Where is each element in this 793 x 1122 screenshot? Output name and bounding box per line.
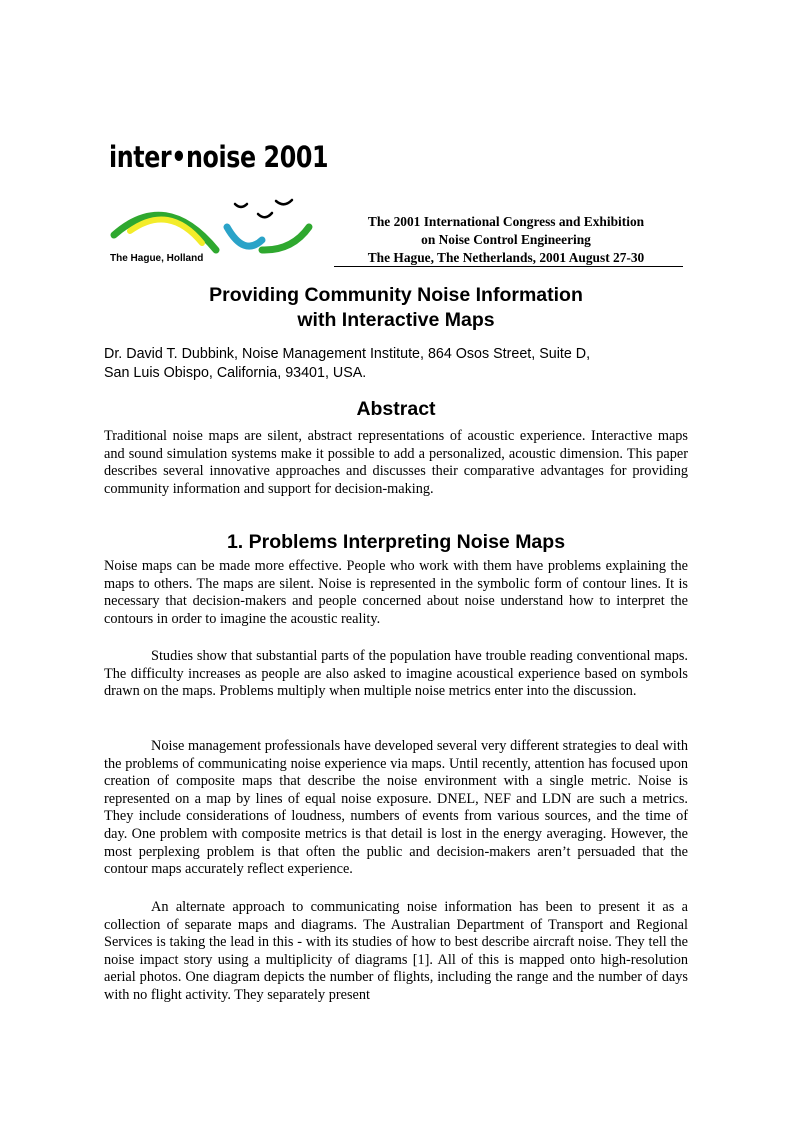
body-paragraph: Noise maps can be made more effective. People who work with them have problems explaining the maps to others. The maps are silent. Noise is represented in the symbolic form of contour lines. It is necessary that decision-makers and people concerned about noise understand how to interpret the contours in order to imagine the acoustic reality. bbox=[104, 558, 688, 627]
logo-city-label: The Hague, Holland bbox=[110, 253, 204, 264]
conference-info bbox=[334, 213, 678, 267]
logo-smile-mark bbox=[276, 200, 292, 204]
paper-title-line: with Interactive Maps bbox=[297, 308, 495, 331]
author-line: San Luis Obispo, California, 93401, USA. bbox=[104, 364, 367, 381]
conference-line: The 2001 International Congress and Exhibition bbox=[367, 214, 645, 229]
logo-blue-arc bbox=[227, 227, 262, 246]
author-affiliation bbox=[104, 345, 704, 382]
body-paragraph: An alternate approach to communicating noise information has been to present it as a collection of separate maps and diagrams. The Australian Department of Transport and Regional Services is taking the lead in this - with its studies of how to best describe aircraft noise. They tell the noise impact story using a multiplicity of diagrams [1]. All of this is mapped onto high-resolution aerial photos. One diagram depicts the number of flights, including the range and the number of days with no flight activity. They separately present bbox=[104, 899, 688, 1003]
author-line: Dr. David T. Dubbink, Noise Management Institute, 864 Osos Street, Suite D, bbox=[104, 346, 591, 362]
abstract-heading: Abstract bbox=[356, 398, 436, 420]
body-paragraph: Noise management professionals have developed several very different strategies to deal with the problems of communicating noise experience via maps. Until recently, attention has focused upon creation of composite maps that describe the noise environment with a single metric. Noise is represented on a map by lines of equal noise exposure. DNEL, NEF and LDN are such a metrics. They include considerations of loudness, numbers of events from various sources, and the time of day. One problem with composite metrics is that detail is lost in the energy averaging. However, the most perplexing problem is that often the public and decision-makers aren’t persuaded that the contour maps accurately reflect experience. bbox=[104, 738, 688, 878]
logo-title: inter•noise 2001 bbox=[109, 140, 329, 174]
conference-line: on Noise Control Engineering bbox=[421, 232, 591, 247]
logo-smile-mark bbox=[258, 213, 272, 217]
conference-line: The Hague, The Netherlands, 2001 August 27-30 bbox=[367, 250, 645, 265]
logo-green-lower-arc bbox=[262, 227, 309, 250]
logo-smile-mark bbox=[235, 204, 247, 207]
paper-title-line: Providing Community Noise Information bbox=[209, 284, 583, 306]
header-divider bbox=[334, 266, 683, 267]
abstract-text: Traditional noise maps are silent, abstract representations of acoustic experience. Interactive maps and sound simulation systems make it possible to add a personalized, acoustic dimension. This paper describes several innovative approaches and discusses their comparative advantages for providing community information and support for decision-making. bbox=[104, 428, 688, 497]
body-paragraph: Studies show that substantial parts of the population have trouble reading conventional maps. The difficulty increases as people are also asked to imagine acoustical experience based on symbols drawn on the maps. Problems multiply when multiple noise metrics enter into the discussion. bbox=[104, 648, 688, 700]
paper-title bbox=[104, 283, 688, 332]
section-heading: 1. Problems Interpreting Noise Maps bbox=[226, 531, 566, 553]
